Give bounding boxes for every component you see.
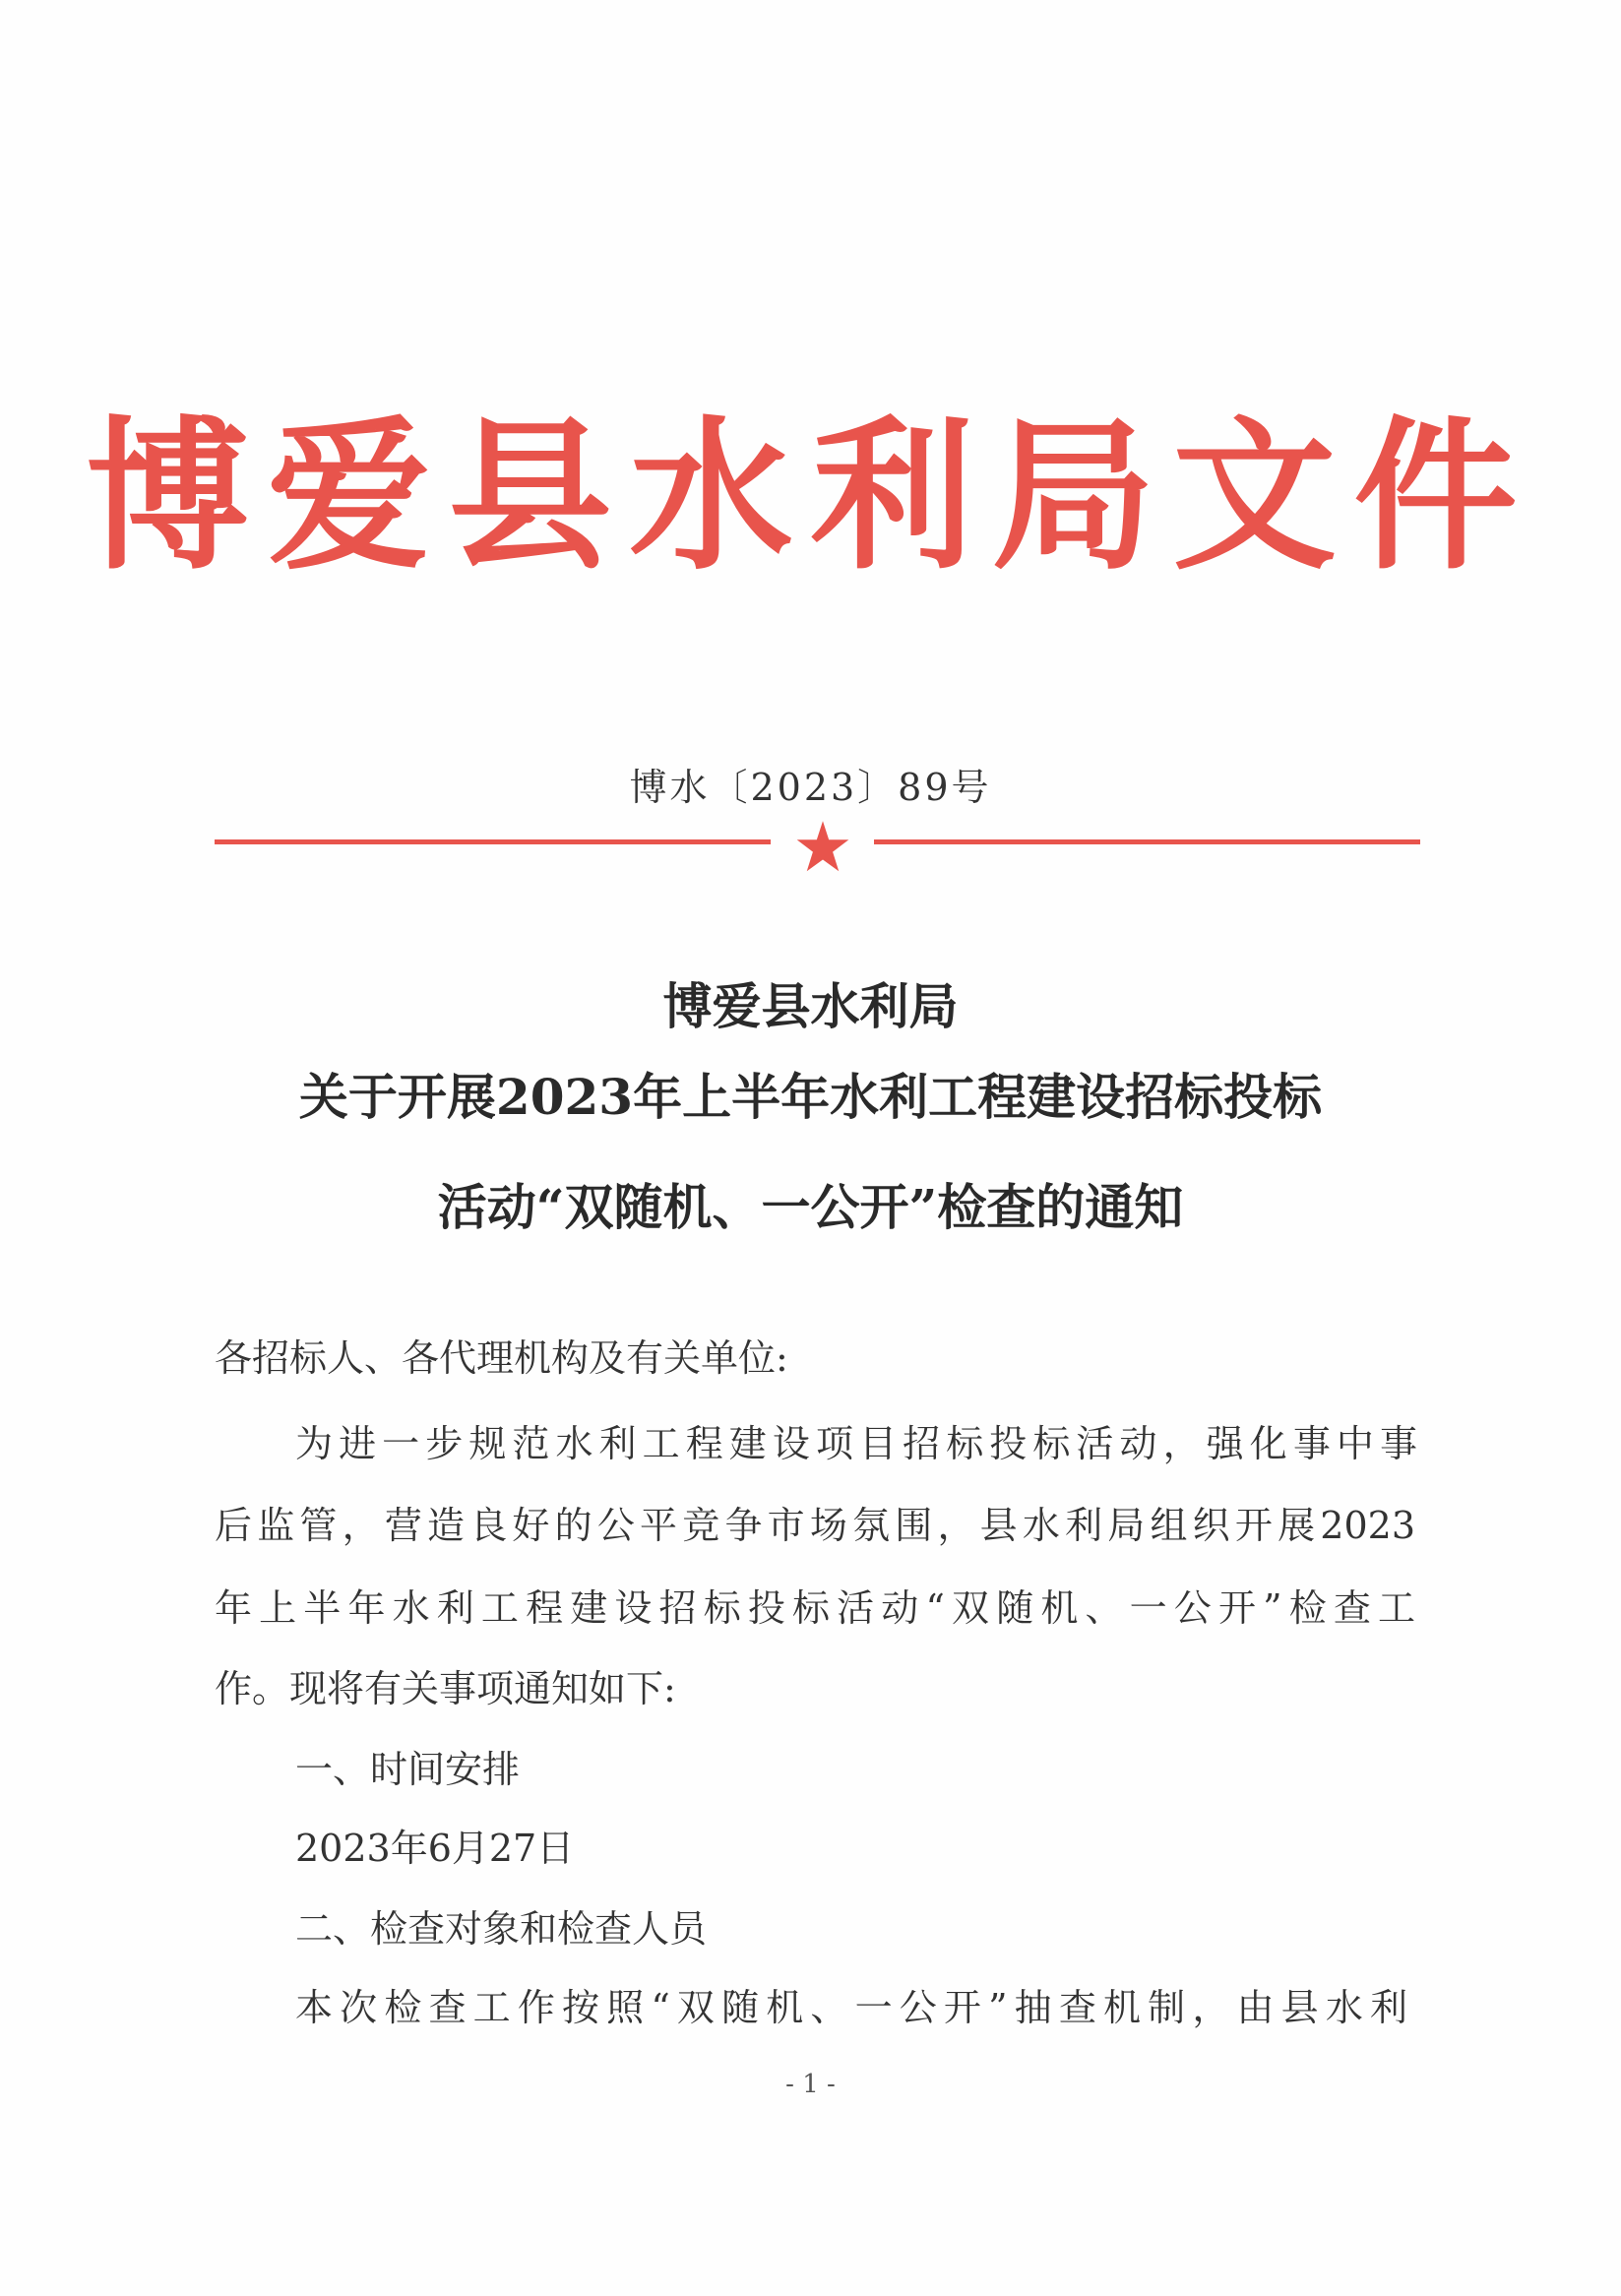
paragraph-1-line-4: 作。现将有关事项通知如下:: [215, 1667, 676, 1710]
notice-title-line-1: 博爱县水利局: [662, 977, 959, 1035]
red-divider-right: [874, 839, 1420, 844]
salutation: 各招标人、各代理机构及有关单位:: [215, 1336, 788, 1380]
page-number: - 1 -: [785, 2070, 836, 2099]
paragraph-1-line-1: 为进一步规范水利工程建设项目招标投标活动，强化事中事: [295, 1422, 1417, 1465]
section-1-date: 2023年6月27日: [295, 1827, 575, 1870]
masthead-title: 博爱县水利局文件: [86, 401, 1535, 592]
document-number: 博水〔2023〕89号: [629, 766, 992, 809]
red-divider-left: [215, 839, 771, 844]
section-2-line-1: 本次检查工作按照“双随机、一公开”抽查机制，由县水利: [295, 1986, 1407, 2029]
paragraph-1-line-2: 后监管，营造良好的公平竞争市场氛围，县水利局组织开展2023: [215, 1504, 1415, 1547]
paragraph-1-line-3: 年上半年水利工程建设招标投标活动“双随机、一公开”检查工: [215, 1586, 1415, 1630]
section-1-heading: 一、时间安排: [295, 1748, 521, 1791]
section-2-heading: 二、检查对象和检查人员: [295, 1907, 708, 1951]
notice-title-line-2: 关于开展2023年上半年水利工程建设招标投标: [298, 1068, 1323, 1126]
notice-title-line-3: 活动“双随机、一公开”检查的通知: [437, 1178, 1184, 1236]
star-icon: [795, 819, 850, 874]
